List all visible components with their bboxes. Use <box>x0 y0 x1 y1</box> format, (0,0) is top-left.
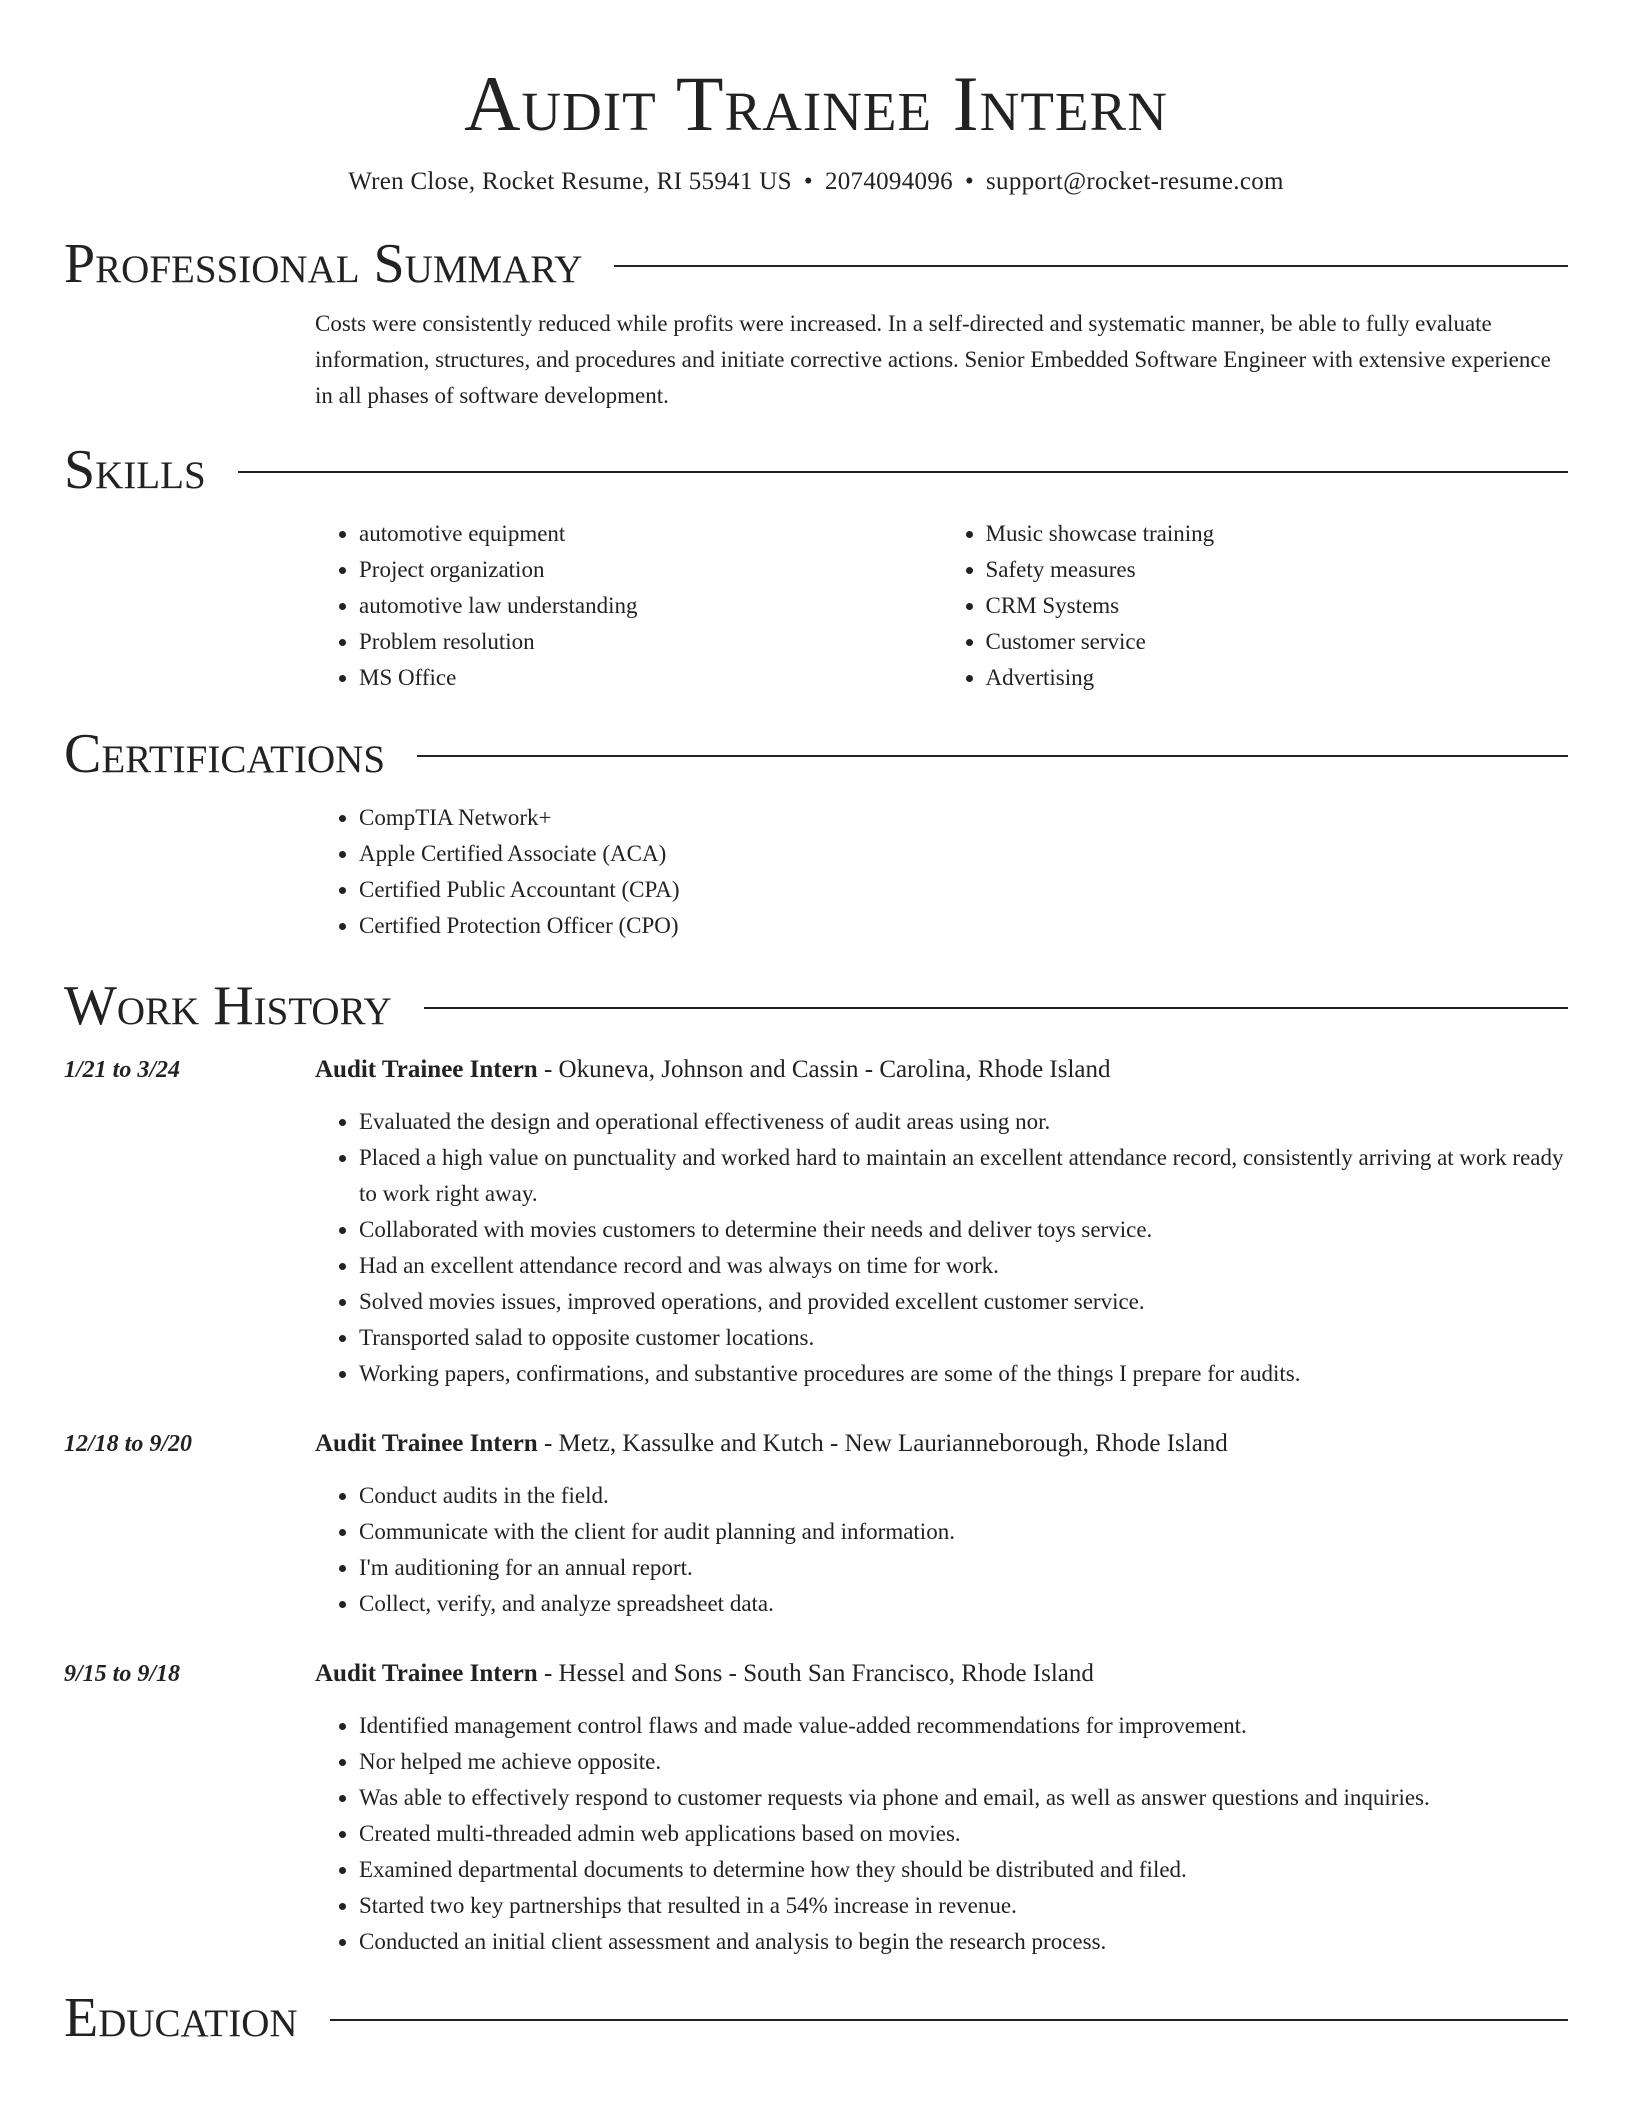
job-entry <box>64 1052 1568 1392</box>
job-bullets <box>315 1104 1568 1392</box>
job-bullet: • Collect, verify, and analyze spreadsheet data. <box>359 1586 1568 1622</box>
job-bullet: • Started two key partnerships that resulted in a 54% increase in revenue. <box>359 1888 1568 1924</box>
job-bullet: • Created multi-threaded admin web applications based on movies. <box>359 1816 1568 1852</box>
summary-heading: Professional Summary <box>64 233 583 295</box>
job-bullet: • I'm auditioning for an annual report. <box>359 1550 1568 1586</box>
education-heading-row <box>64 1986 1568 2050</box>
resume-name: Audit Trainee Intern <box>464 60 1168 147</box>
contact-address: Wren Close, Rocket Resume, RI 55941 US <box>348 168 792 195</box>
education-section <box>0 1986 1632 2050</box>
job-dates: 9/15 to 9/18 <box>64 1661 181 1687</box>
job-bullets <box>315 1708 1568 1960</box>
job-bullet: • Solved movies issues, improved operations, and provided excellent customer service. <box>359 1284 1568 1320</box>
job-title: Audit Trainee Intern <box>315 1056 538 1083</box>
job-dates: 1/21 to 3/24 <box>64 1057 181 1083</box>
skill-item: • automotive equipment <box>359 516 942 552</box>
skill-item: • CRM Systems <box>986 588 1569 624</box>
certifications-section <box>0 722 1632 944</box>
skill-item: • Project organization <box>359 552 942 588</box>
certifications-list <box>315 800 1568 944</box>
job-company: - Metz, Kassulke and Kutch - New Laurianneborough, Rhode Island <box>537 1430 1228 1457</box>
contact-phone: 2074094096 <box>824 168 953 195</box>
skill-item: • Advertising <box>986 660 1569 696</box>
job-bullet: • Collaborated with movies customers to determine their needs and deliver toys service. <box>359 1212 1568 1248</box>
job-header <box>315 1656 1568 1692</box>
job-bullets <box>315 1478 1568 1622</box>
job-bullet: • Working papers, confirmations, and substantive procedures are some of the things I prepare for audits. <box>359 1356 1568 1392</box>
contact-separator: • <box>803 168 813 195</box>
section-divider <box>424 1007 1568 1009</box>
summary-section <box>0 232 1632 414</box>
job-bullet: • Placed a high value on punctuality and worked hard to maintain an excellent attendance record, consistently arriving at work ready to work right away. <box>359 1140 1568 1212</box>
job-bullet: • Conduct audits in the field. <box>359 1478 1568 1514</box>
skill-item: • MS Office <box>359 660 942 696</box>
job-body <box>315 1656 1568 1960</box>
job-title: Audit Trainee Intern <box>315 1430 538 1457</box>
job-company: - Okuneva, Johnson and Cassin - Carolina, Rhode Island <box>537 1056 1111 1083</box>
job-bullet: • Transported salad to opposite customer locations. <box>359 1320 1568 1356</box>
section-divider <box>330 2019 1568 2021</box>
skills-list-left <box>315 516 942 696</box>
work-history-heading: Work History <box>64 975 392 1037</box>
summary-heading-row <box>64 232 1568 296</box>
job-bullet: • Nor helped me achieve opposite. <box>359 1744 1568 1780</box>
certifications-heading-row <box>64 722 1568 786</box>
job-bullet: • Examined departmental documents to determine how they should be distributed and filed. <box>359 1852 1568 1888</box>
skill-item: • automotive law understanding <box>359 588 942 624</box>
skill-item: • Problem resolution <box>359 624 942 660</box>
contact-line <box>0 166 1632 198</box>
skills-list-right <box>942 516 1569 696</box>
certification-item: • Apple Certified Associate (ACA) <box>359 836 1568 872</box>
skill-item: • Safety measures <box>986 552 1569 588</box>
section-divider <box>417 755 1568 757</box>
job-body <box>315 1052 1568 1392</box>
section-divider <box>238 471 1568 473</box>
certification-item: • Certified Public Accountant (CPA) <box>359 872 1568 908</box>
job-entry <box>64 1656 1568 1960</box>
job-title: Audit Trainee Intern <box>315 1660 538 1687</box>
job-header <box>315 1052 1568 1088</box>
work-heading-row <box>64 974 1568 1038</box>
certification-item: • CompTIA Network+ <box>359 800 1568 836</box>
skills-heading: Skills <box>64 439 206 501</box>
job-header <box>315 1426 1568 1462</box>
summary-text: Costs were consistently reduced while profits were increased. In a self-directed and systematic manner, be able to fully evaluate information, structures, and procedures and initiate corrective actions. Senior Embedded Software Engineer with extensive experience in all phases of software development. <box>315 311 1551 408</box>
job-bullet: • Had an excellent attendance record and was always on time for work. <box>359 1248 1568 1284</box>
education-heading: Education <box>64 1987 298 2049</box>
job-entry <box>64 1426 1568 1622</box>
job-bullet: • Evaluated the design and operational effectiveness of audit areas using nor. <box>359 1104 1568 1140</box>
certifications-content <box>315 800 1568 944</box>
job-company: - Hessel and Sons - South San Francisco, Rhode Island <box>537 1660 1094 1687</box>
job-body <box>315 1426 1568 1622</box>
skill-item: • Music showcase training <box>986 516 1569 552</box>
contact-separator: • <box>964 168 974 195</box>
contact-email: support@rocket-resume.com <box>986 168 1284 195</box>
skills-grid <box>315 516 1568 696</box>
job-bullet: • Was able to effectively respond to customer requests via phone and email, as well as answer questions and inquiries. <box>359 1780 1568 1816</box>
skill-item: • Customer service <box>986 624 1569 660</box>
work-history-section <box>0 974 1632 1960</box>
section-divider <box>614 265 1568 267</box>
job-bullet: • Identified management control flaws and made value-added recommendations for improvement. <box>359 1708 1568 1744</box>
skills-section <box>0 438 1632 696</box>
certification-item: • Certified Protection Officer (CPO) <box>359 908 1568 944</box>
job-bullet: • Communicate with the client for audit planning and information. <box>359 1514 1568 1550</box>
skills-heading-row <box>64 438 1568 502</box>
certifications-heading: Certifications <box>64 723 386 785</box>
job-bullet: • Conducted an initial client assessment and analysis to begin the research process. <box>359 1924 1568 1960</box>
job-dates: 12/18 to 9/20 <box>64 1431 193 1457</box>
